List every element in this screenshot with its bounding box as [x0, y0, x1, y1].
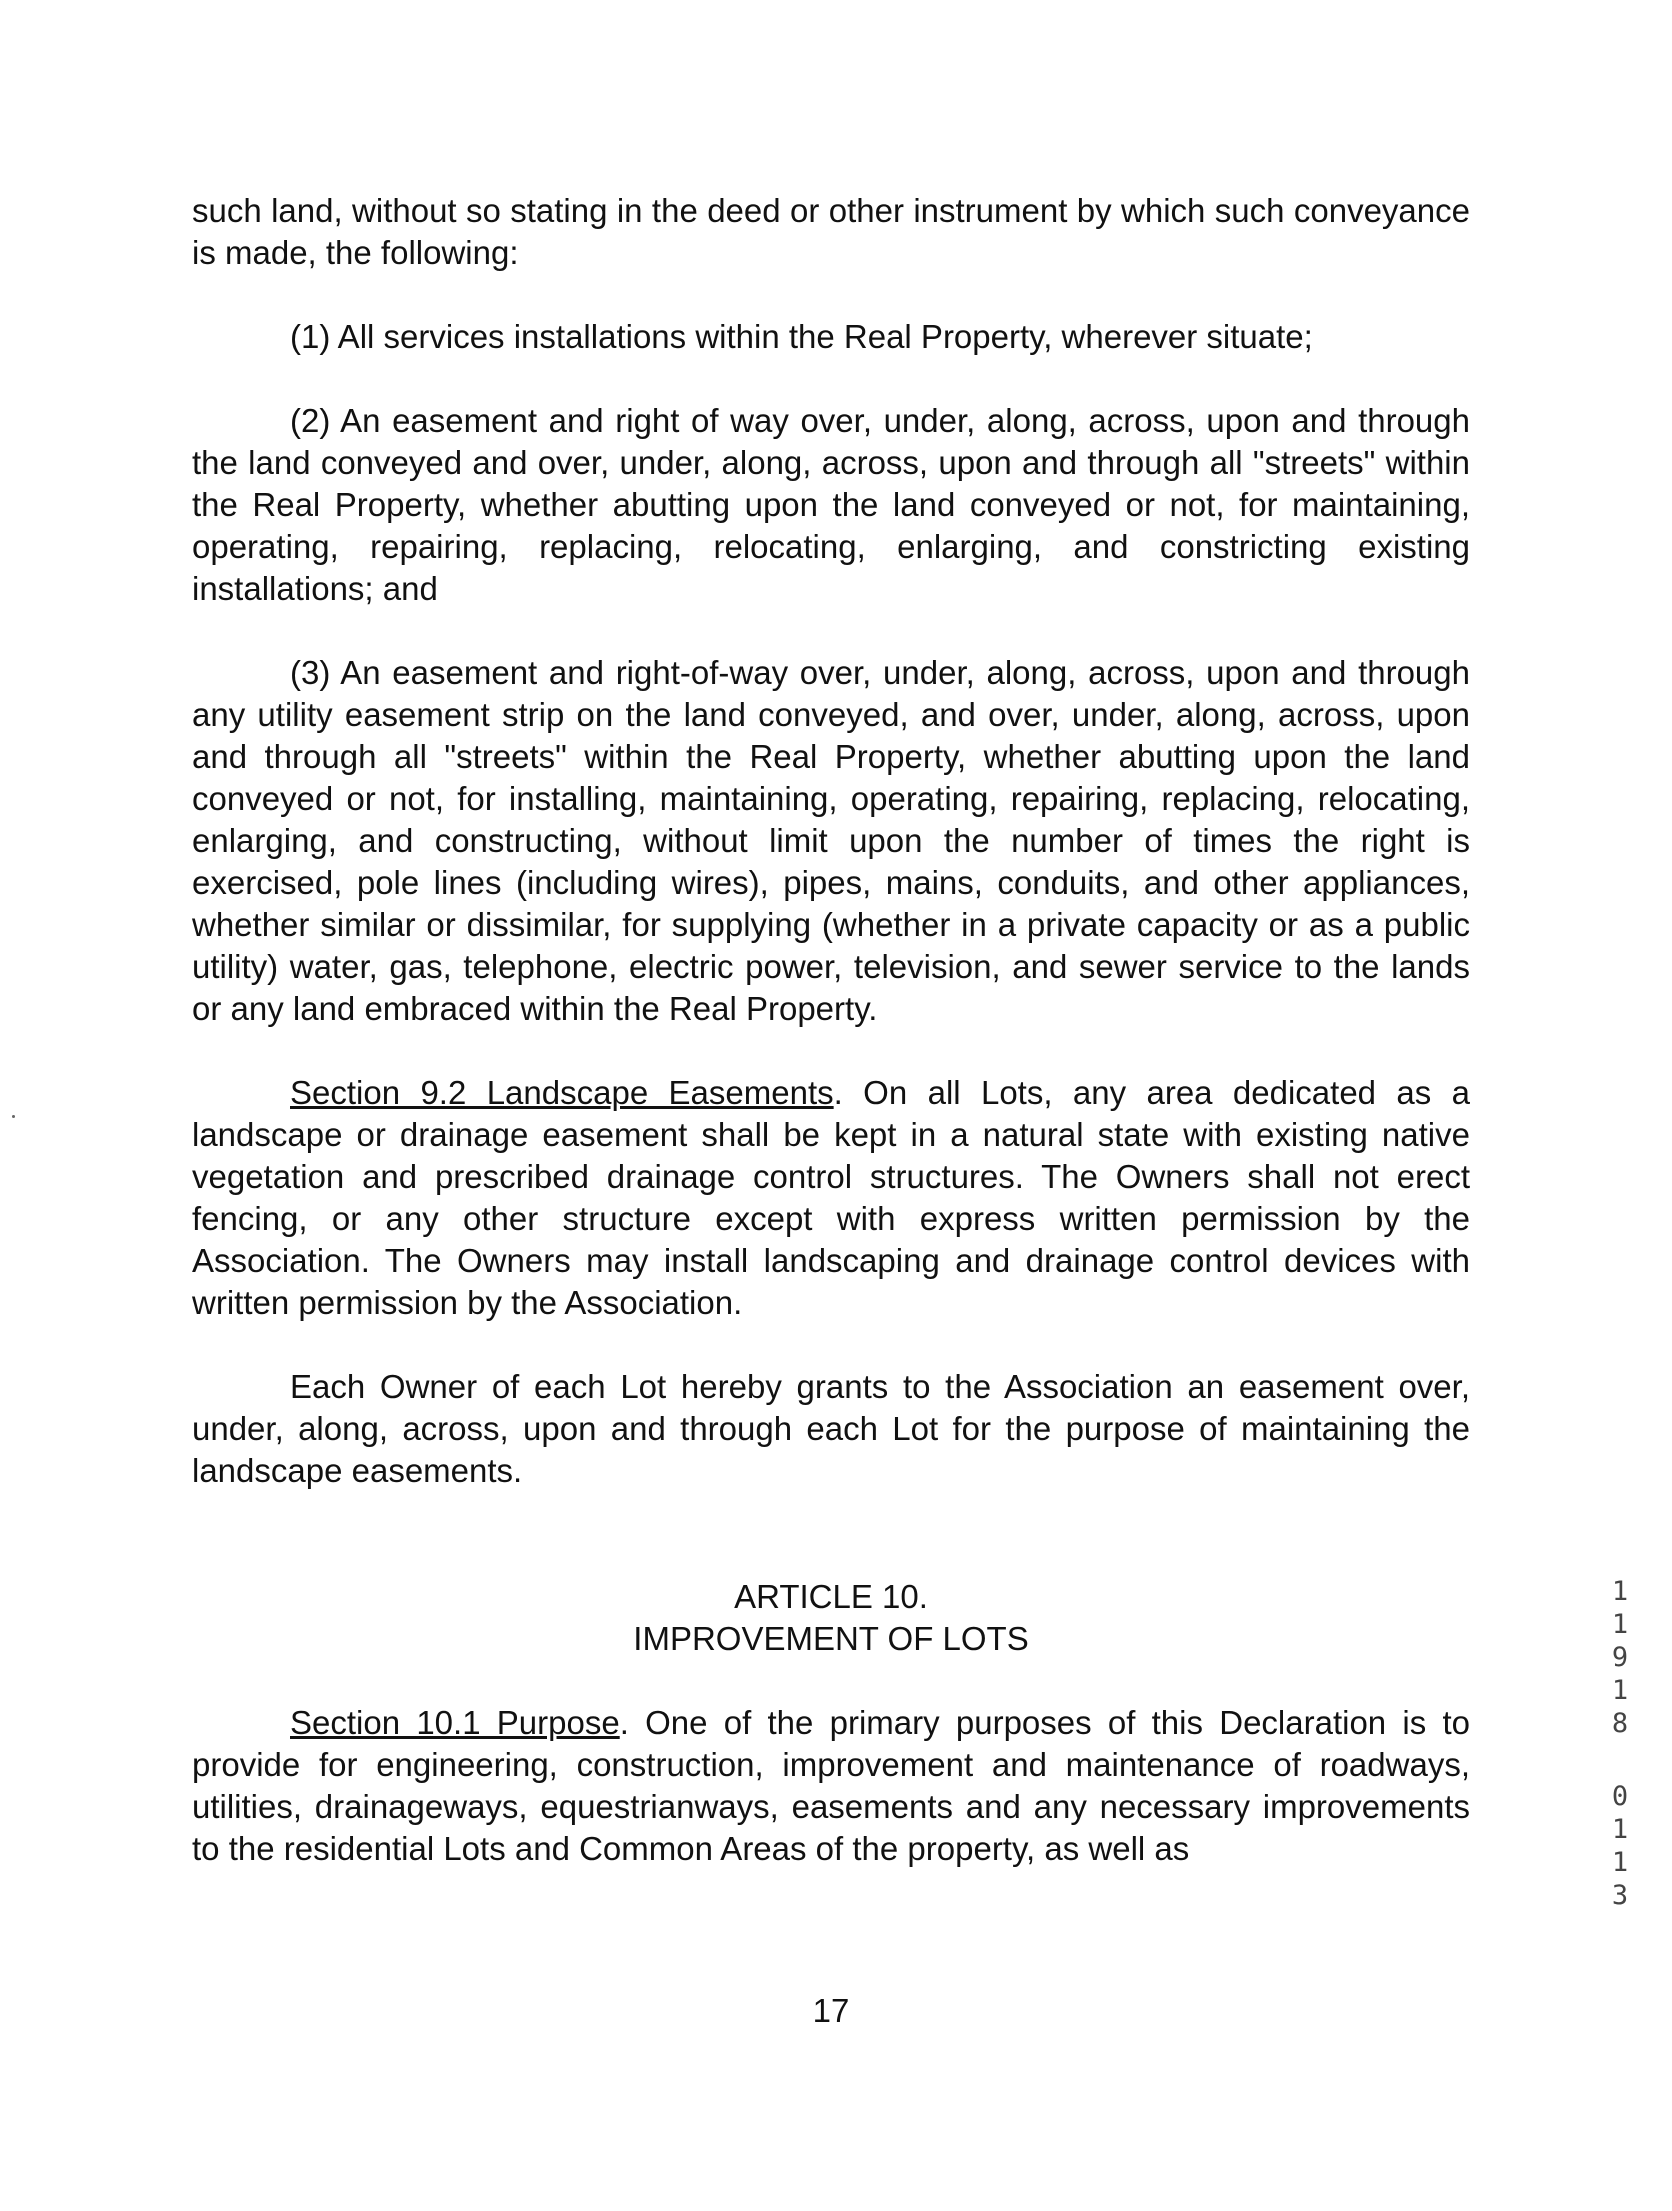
section-9-2-heading: Section 9.2 Landscape Easements	[290, 1074, 834, 1111]
list-item-2: (2) An easement and right of way over, under, along, across, upon and through the land conveyed and over, under, along, across, upon and through all "streets" within the Real Property, whether abutting upon the land conveyed or not, for maintaining, operating, repairing, replacing, relocating, enlarging, and constricting existing installations; and	[192, 402, 1470, 607]
article-number: ARTICLE 10.	[734, 1578, 928, 1615]
stamp-digit: 1	[1611, 1814, 1629, 1845]
section-10-1-paragraph	[192, 1702, 1470, 1870]
article-title: IMPROVEMENT OF LOTS	[633, 1620, 1029, 1657]
stamp-digit: 1	[1611, 1609, 1629, 1640]
intro-paragraph: such land, without so stating in the deed or other instrument by which such conveyance is made, the following:	[192, 192, 1470, 271]
section-9-2-body: . On all Lots, any area dedicated as a landscape or drainage easement shall be kept in a natural state with existing native vegetation and prescribed drainage control structures. The Owners shall not erect fencing, or any other structure except with express written permission by the Association. The Owners may install landscaping and drainage control devices with written permission by the Association.	[192, 1074, 1470, 1321]
stamp-digit: 9	[1611, 1642, 1629, 1673]
stamp-digit: 3	[1611, 1880, 1629, 1911]
stamp-digit: 1	[1611, 1675, 1629, 1706]
scan-speck	[12, 1115, 15, 1118]
page-number: 17	[812, 1992, 850, 2029]
recording-stamp	[1602, 1575, 1638, 1912]
stamp-digit: 8	[1611, 1708, 1629, 1739]
stamp-digit: 0	[1611, 1781, 1629, 1812]
stamp-gap	[1602, 1740, 1638, 1780]
section-9-2-paragraph	[192, 1072, 1470, 1324]
section-10-1-body: . One of the primary purposes of this Declaration is to provide for engineering, construction, improvement and maintenance of roadways, utilities, drainageways, equestrianways, easements and any necessary improvements to the residential Lots and Common Areas of the property, as well as	[192, 1704, 1470, 1867]
list-item-1: (1) All services installations within the Real Property, wherever situate;	[290, 318, 1313, 355]
section-10-1-heading: Section 10.1 Purpose	[290, 1704, 620, 1741]
grant-paragraph: Each Owner of each Lot hereby grants to the Association an easement over, under, along, across, upon and through each Lot for the purpose of maintaining the landscape easements.	[192, 1368, 1470, 1489]
list-item-3: (3) An easement and right-of-way over, under, along, across, upon and through any utility easement strip on the land conveyed, and over, under, along, across, upon and through all "streets" within the Real Property, whether abutting upon the land conveyed or not, for installing, maintaining, operating, repairing, replacing, relocating, enlarging, and constructing, without limit upon the number of times the right is exercised, pole lines (including wires), pipes, mains, conduits, and other appliances, whether similar or dissimilar, for supplying (whether in a private capacity or as a public utility) water, gas, telephone, electric power, television, and sewer service to the lands or any land embraced within the Real Property.	[192, 654, 1470, 1027]
stamp-digit: 1	[1611, 1576, 1629, 1607]
stamp-digit: 1	[1611, 1847, 1629, 1878]
